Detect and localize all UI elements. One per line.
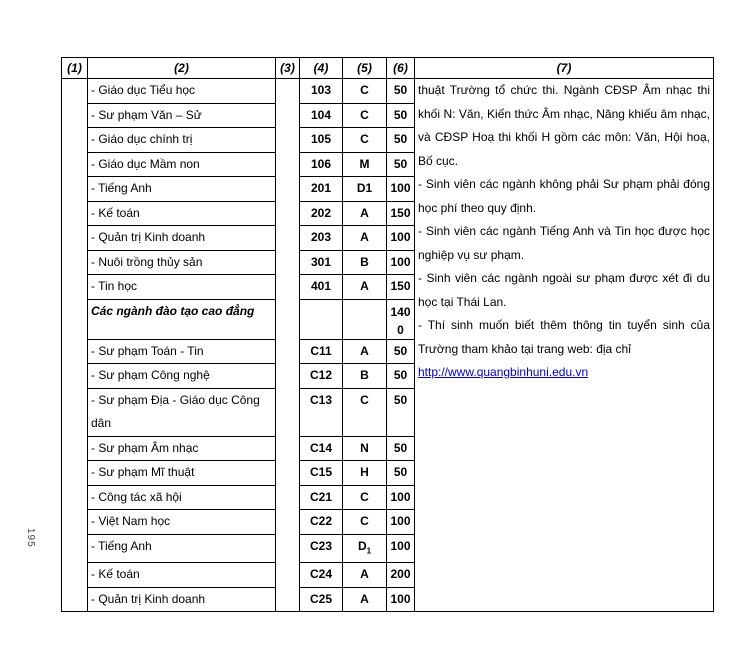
quota: 100 — [387, 534, 415, 563]
col-header: (2) — [88, 58, 276, 79]
program-name: - Sư phạm Địa - Giáo dục Công dân — [88, 388, 276, 436]
exam-block — [343, 299, 387, 339]
program-code: C11 — [300, 339, 343, 364]
quota: 50 — [387, 364, 415, 389]
program-name: - Quản trị Kinh doanh — [88, 587, 276, 612]
quota: 50 — [387, 79, 415, 104]
exam-block-letter: C — [360, 489, 369, 504]
program-name: - Giáo dục Mầm non — [88, 152, 276, 177]
exam-block-letter: C — [360, 107, 369, 122]
program-code: C13 — [300, 388, 343, 436]
col-header: (6) — [387, 58, 415, 79]
col-header: (5) — [343, 58, 387, 79]
quota: 150 — [387, 275, 415, 300]
program-code: C15 — [300, 461, 343, 486]
exam-block — [343, 250, 387, 275]
program-name: - Sư phạm Toán - Tin — [88, 339, 276, 364]
program-name: - Sư phạm Âm nhạc — [88, 436, 276, 461]
exam-block — [343, 226, 387, 251]
program-code: C23 — [300, 534, 343, 563]
program-name: - Kế toán — [88, 201, 276, 226]
quota: 50 — [387, 128, 415, 153]
exam-block — [343, 534, 387, 563]
exam-block — [343, 339, 387, 364]
quota: 100 — [387, 226, 415, 251]
program-name: - Quản trị Kinh doanh — [88, 226, 276, 251]
program-code: 106 — [300, 152, 343, 177]
table-row — [62, 79, 714, 104]
program-name: - Giáo dục Tiểu học — [88, 79, 276, 104]
exam-block-letter: A — [360, 567, 369, 582]
program-name: - Tiếng Anh — [88, 534, 276, 563]
page-number: 195 — [25, 528, 36, 548]
program-code: 301 — [300, 250, 343, 275]
exam-block-letter: C — [360, 392, 369, 407]
notes-cell — [415, 79, 714, 612]
program-code: 401 — [300, 275, 343, 300]
exam-block — [343, 103, 387, 128]
quota: 140 0 — [387, 299, 415, 339]
note-paragraph: - Thí sinh muốn biết thêm thông tin tuyển sinh của Trường tham khảo tại trang web: địa chỉ — [418, 318, 710, 356]
program-name: - Tin học — [88, 275, 276, 300]
program-name: - Công tác xã hội — [88, 485, 276, 510]
exam-block — [343, 388, 387, 436]
program-name: - Sư phạm Văn – Sử — [88, 103, 276, 128]
note-paragraph: - Sinh viên các ngành Tiếng Anh và Tin học được học nghiệp vụ sư phạm. — [418, 224, 710, 262]
exam-block — [343, 275, 387, 300]
col-header: (1) — [62, 58, 88, 79]
exam-block-letter: A — [360, 230, 369, 244]
program-code: C12 — [300, 364, 343, 389]
exam-block-letter: B — [360, 368, 369, 382]
exam-block-letter: A — [360, 591, 369, 606]
quota: 50 — [387, 388, 415, 436]
col-header: (4) — [300, 58, 343, 79]
quota: 100 — [387, 250, 415, 275]
exam-block-letter: B — [360, 254, 369, 269]
program-name: - Sư phạm Mĩ thuật — [88, 461, 276, 486]
exam-block — [343, 364, 387, 389]
quota: 50 — [387, 152, 415, 177]
quota: 50 — [387, 103, 415, 128]
quota: 150 — [387, 201, 415, 226]
col1-cell — [62, 79, 88, 612]
col-header: (7) — [415, 58, 714, 79]
quota: 100 — [387, 510, 415, 535]
program-name: - Giáo dục chính trị — [88, 128, 276, 153]
program-code: 104 — [300, 103, 343, 128]
exam-block-letter: D — [357, 538, 367, 553]
exam-block — [343, 510, 387, 535]
exam-block-letter: H — [360, 465, 369, 479]
exam-block-letter: N — [360, 440, 369, 455]
exam-block-letter: M — [359, 156, 370, 171]
program-name: - Kế toán — [88, 563, 276, 588]
exam-block — [343, 177, 387, 202]
exam-block — [343, 128, 387, 153]
exam-block-letter: A — [360, 279, 369, 293]
quota: 100 — [387, 485, 415, 510]
program-code: C24 — [300, 563, 343, 588]
program-code: C25 — [300, 587, 343, 612]
exam-block — [343, 461, 387, 486]
exam-block — [343, 485, 387, 510]
program-name: Các ngành đào tạo cao đẳng — [88, 299, 276, 339]
program-code — [300, 299, 343, 339]
exam-block-letter: C — [360, 83, 369, 97]
quota: 50 — [387, 339, 415, 364]
note-paragraph: - Sinh viên các ngành không phải Sư phạm phải đóng học phí theo quy định. — [418, 177, 710, 215]
exam-block — [343, 201, 387, 226]
quota: 100 — [387, 177, 415, 202]
exam-block — [343, 79, 387, 104]
exam-block — [343, 436, 387, 461]
exam-block-subscript: 1 — [366, 545, 372, 555]
exam-block-letter: C — [360, 132, 369, 146]
program-name: - Nuôi trồng thủy sản — [88, 250, 276, 275]
quota: 50 — [387, 461, 415, 486]
program-code: 201 — [300, 177, 343, 202]
program-code: C21 — [300, 485, 343, 510]
program-name: - Tiếng Anh — [88, 177, 276, 202]
exam-block — [343, 152, 387, 177]
program-code: C14 — [300, 436, 343, 461]
exam-block-letter: C — [360, 514, 369, 528]
program-code: 103 — [300, 79, 343, 104]
exam-block — [343, 587, 387, 612]
website-link[interactable]: http://www.quangbinhuni.edu.vn — [418, 365, 589, 379]
quota: 200 — [387, 563, 415, 588]
exam-block-letter: A — [360, 343, 369, 358]
header-row — [62, 58, 714, 79]
exam-block-letter: A — [360, 205, 369, 220]
program-code: 105 — [300, 128, 343, 153]
note-paragraph: thuật Trường tổ chức thi. Ngành CĐSP Âm nhạc thi khối N: Văn, Kiến thức Âm nhạc, Năng khiếu âm nhạc, và CĐSP Hoạ thi khối H gồm các môn: Văn, Hội hoạ, Bố cục. — [418, 83, 710, 168]
exam-block — [343, 563, 387, 588]
program-code: 203 — [300, 226, 343, 251]
program-code: C22 — [300, 510, 343, 535]
program-name: - Việt Nam học — [88, 510, 276, 535]
quota: 100 — [387, 587, 415, 612]
col-header: (3) — [276, 58, 300, 79]
program-code: 202 — [300, 201, 343, 226]
col3-cell — [276, 79, 300, 612]
program-name: - Sư phạm Công nghệ — [88, 364, 276, 389]
exam-block-letter: D1 — [356, 181, 373, 195]
note-paragraph: - Sinh viên các ngành ngoài sư phạm được xét đi du học tại Thái Lan. — [418, 271, 710, 309]
quota: 50 — [387, 436, 415, 461]
admissions-table — [61, 57, 714, 612]
